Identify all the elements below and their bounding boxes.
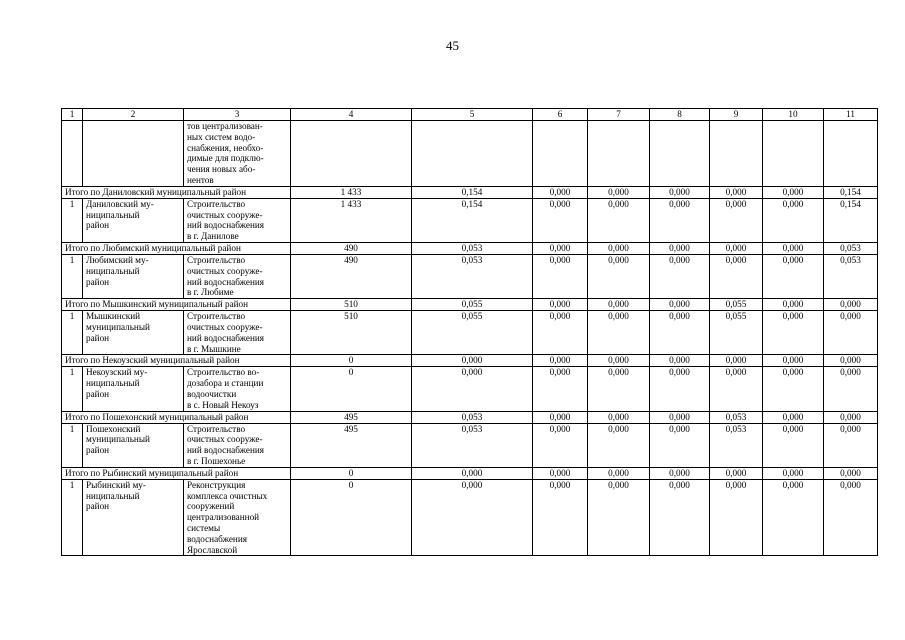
total-value: 0,000 (533, 242, 588, 254)
total-value: 0,000 (533, 186, 588, 198)
value-cell: 0,000 (650, 367, 710, 411)
value-cell: 0,000 (533, 479, 588, 556)
value-cell: 0,000 (588, 254, 650, 298)
budget-table (61, 108, 878, 556)
total-value: 0,000 (650, 242, 710, 254)
cell-line: очистных сооруже- (187, 321, 263, 332)
column-number: 3 (184, 109, 291, 121)
column-number: 9 (710, 109, 763, 121)
total-value: 0,000 (824, 355, 878, 367)
total-label: Итого по Пошехонский муниципальный район (62, 411, 291, 423)
cell-line: димые для подклю- (187, 153, 264, 164)
value-cell: 0,000 (710, 479, 763, 556)
column-number: 10 (763, 109, 824, 121)
value-cell: 0,000 (533, 198, 588, 242)
table-row (62, 479, 878, 556)
cell-line: Даниловский му- (86, 198, 154, 209)
table-row (62, 423, 878, 467)
column-number: 2 (83, 109, 184, 121)
cell-line: в г. Данилове (187, 231, 239, 242)
cell-line: район (86, 332, 110, 343)
value-cell: 0,000 (533, 311, 588, 355)
total-value: 0,055 (710, 299, 763, 311)
table-row (62, 254, 878, 298)
cell-line: в г. Мышкине (187, 343, 241, 354)
row-number: 1 (62, 367, 83, 411)
value-cell: 0 (291, 479, 412, 556)
cell-line: муниципальный (86, 321, 150, 332)
project-cell (184, 198, 291, 242)
total-value: 0,000 (824, 299, 878, 311)
cell-line: водоснабжения (187, 533, 247, 544)
value-cell: 510 (291, 311, 412, 355)
value-cell: 0,000 (763, 254, 824, 298)
total-value: 0,053 (412, 411, 533, 423)
value-cell: 0,000 (588, 479, 650, 556)
total-value: 1 433 (291, 186, 412, 198)
cell-line: системы (187, 522, 221, 533)
table-row (62, 121, 878, 187)
total-label: Итого по Некоузский муниципальный район (62, 355, 291, 367)
total-value: 0,000 (412, 467, 533, 479)
cell-line: Ярославской (187, 544, 238, 555)
table-row (62, 198, 878, 242)
cell-line: Некоузский му- (86, 367, 148, 378)
cell-line: район (86, 220, 110, 231)
total-value: 0,000 (588, 186, 650, 198)
total-row (62, 411, 878, 423)
value-cell (710, 121, 763, 187)
total-value: 0,000 (412, 355, 533, 367)
value-cell: 0,000 (533, 254, 588, 298)
value-cell (533, 121, 588, 187)
total-value: 0,000 (710, 467, 763, 479)
total-value: 0,000 (824, 467, 878, 479)
value-cell: 0,000 (763, 423, 824, 467)
total-row (62, 299, 878, 311)
cell-line: Реконструкция (187, 479, 246, 490)
total-value: 0,154 (412, 186, 533, 198)
total-value: 0,000 (763, 467, 824, 479)
value-cell: 0,000 (650, 198, 710, 242)
total-value: 0,154 (824, 186, 878, 198)
cell-line: в г. Любиме (187, 287, 234, 298)
cell-line: нентов (187, 174, 214, 185)
value-cell: 0,000 (710, 198, 763, 242)
column-number-row (62, 109, 878, 121)
district-cell (83, 254, 184, 298)
cell-line: тов централизован- (187, 121, 263, 131)
cell-line: очистных сооруже- (187, 265, 263, 276)
value-cell: 0,154 (412, 198, 533, 242)
table-body (62, 109, 878, 556)
cell-line: ний водоснабжения (187, 445, 265, 456)
value-cell: 0 (291, 367, 412, 411)
total-value: 0,000 (533, 355, 588, 367)
cell-line: муниципальный (86, 434, 150, 445)
cell-line: Строительство (187, 311, 246, 322)
total-value: 0,000 (763, 186, 824, 198)
total-value: 0,000 (710, 186, 763, 198)
cell-line: чения новых або- (187, 164, 256, 175)
value-cell: 0,053 (412, 254, 533, 298)
total-value: 0 (291, 355, 412, 367)
value-cell: 0,000 (650, 254, 710, 298)
district-cell (83, 198, 184, 242)
total-value: 0 (291, 467, 412, 479)
total-value: 0,053 (710, 411, 763, 423)
row-number: 1 (62, 311, 83, 355)
cell-line: ниципальный (86, 378, 140, 389)
row-number (62, 121, 83, 187)
value-cell: 0,000 (588, 423, 650, 467)
value-cell: 0,000 (824, 367, 878, 411)
total-value: 0,000 (650, 355, 710, 367)
total-label: Итого по Мышкинский муниципальный район (62, 299, 291, 311)
value-cell (824, 121, 878, 187)
row-number: 1 (62, 254, 83, 298)
cell-line: ниципальный (86, 209, 140, 220)
cell-line: очистных сооруже- (187, 434, 263, 445)
cell-line: комплекса очистных (187, 490, 268, 501)
total-value: 0,000 (533, 299, 588, 311)
value-cell (588, 121, 650, 187)
value-cell (763, 121, 824, 187)
value-cell: 0,000 (763, 198, 824, 242)
cell-line: ниципальный (86, 490, 140, 501)
project-cell (184, 311, 291, 355)
value-cell: 1 433 (291, 198, 412, 242)
district-cell (83, 367, 184, 411)
cell-line: сооружений (187, 501, 235, 512)
total-value: 0,000 (650, 186, 710, 198)
project-cell (184, 479, 291, 556)
column-number: 6 (533, 109, 588, 121)
total-value: 0,053 (824, 242, 878, 254)
value-cell (291, 121, 412, 187)
column-number: 8 (650, 109, 710, 121)
cell-line: ниципальный (86, 265, 140, 276)
cell-line: ных систем водо- (187, 131, 256, 142)
cell-line: водоочистки (187, 388, 237, 399)
row-number: 1 (62, 198, 83, 242)
page-number: 45 (446, 38, 459, 53)
value-cell: 0,053 (710, 423, 763, 467)
cell-line: ний водоснабжения (187, 220, 265, 231)
value-cell: 0,000 (650, 423, 710, 467)
total-row (62, 186, 878, 198)
total-value: 0,000 (710, 242, 763, 254)
table-row (62, 367, 878, 411)
total-value: 0,000 (588, 299, 650, 311)
total-value: 0,000 (824, 411, 878, 423)
total-row (62, 467, 878, 479)
total-value: 0,000 (588, 242, 650, 254)
district-cell (83, 121, 184, 187)
column-number: 5 (412, 109, 533, 121)
column-number: 7 (588, 109, 650, 121)
cell-line: район (86, 276, 110, 287)
column-number: 1 (62, 109, 83, 121)
value-cell (650, 121, 710, 187)
value-cell (412, 121, 533, 187)
cell-line: район (86, 445, 110, 456)
table-row (62, 311, 878, 355)
cell-line: Мышкинский (86, 311, 141, 322)
total-value: 0,000 (650, 467, 710, 479)
total-value: 0,000 (763, 411, 824, 423)
total-value: 0,000 (763, 355, 824, 367)
total-label: Итого по Рыбинский муниципальный район (62, 467, 291, 479)
cell-line: ний водоснабжения (187, 276, 265, 287)
project-cell (184, 367, 291, 411)
total-value: 0,000 (588, 355, 650, 367)
value-cell: 0,055 (412, 311, 533, 355)
total-value: 0,000 (533, 467, 588, 479)
district-cell (83, 311, 184, 355)
cell-line: централизованной (187, 512, 260, 523)
cell-line: район (86, 388, 110, 399)
total-value: 0,000 (710, 355, 763, 367)
total-value: 510 (291, 299, 412, 311)
value-cell: 0,055 (710, 311, 763, 355)
cell-line: Строительство во- (187, 367, 260, 378)
total-row (62, 242, 878, 254)
total-value: 0,000 (650, 299, 710, 311)
value-cell: 0,000 (710, 254, 763, 298)
total-value: 0,000 (763, 299, 824, 311)
total-label: Итого по Даниловский муниципальный район (62, 186, 291, 198)
value-cell: 495 (291, 423, 412, 467)
total-value: 0,000 (650, 411, 710, 423)
value-cell: 0,154 (824, 198, 878, 242)
value-cell: 0,000 (412, 367, 533, 411)
total-value: 0,000 (588, 467, 650, 479)
total-value: 0,000 (763, 242, 824, 254)
value-cell: 0,053 (412, 423, 533, 467)
project-cell (184, 121, 291, 187)
value-cell: 0,000 (710, 367, 763, 411)
total-label: Итого по Любимский муниципальный район (62, 242, 291, 254)
total-value: 0,000 (588, 411, 650, 423)
project-cell (184, 423, 291, 467)
project-cell (184, 254, 291, 298)
total-value: 495 (291, 411, 412, 423)
district-cell (83, 479, 184, 556)
cell-line: снабжения, необхо- (187, 142, 264, 153)
cell-line: Рыбинский му- (86, 479, 146, 490)
cell-line: ний водоснабжения (187, 332, 265, 343)
value-cell: 0,053 (824, 254, 878, 298)
value-cell: 0,000 (588, 198, 650, 242)
row-number: 1 (62, 423, 83, 467)
cell-line: дозабора и станции (187, 378, 264, 389)
row-number: 1 (62, 479, 83, 556)
cell-line: в г. Пошехонье (187, 455, 246, 466)
district-cell (83, 423, 184, 467)
column-number: 4 (291, 109, 412, 121)
total-value: 0,000 (533, 411, 588, 423)
cell-line: район (86, 501, 110, 512)
total-value: 0,053 (412, 242, 533, 254)
value-cell: 0,000 (533, 423, 588, 467)
value-cell: 0,000 (824, 479, 878, 556)
value-cell: 0,000 (763, 311, 824, 355)
value-cell: 0,000 (763, 479, 824, 556)
total-value: 0,055 (412, 299, 533, 311)
value-cell: 0,000 (588, 367, 650, 411)
total-row (62, 355, 878, 367)
total-value: 490 (291, 242, 412, 254)
value-cell: 0,000 (650, 311, 710, 355)
cell-line: Любимский му- (86, 254, 149, 265)
value-cell: 0,000 (588, 311, 650, 355)
cell-line: в с. Новый Некоуз (187, 399, 259, 410)
value-cell: 490 (291, 254, 412, 298)
value-cell: 0,000 (763, 367, 824, 411)
column-number: 11 (824, 109, 878, 121)
cell-line: Строительство (187, 423, 246, 434)
cell-line: Строительство (187, 198, 246, 209)
cell-line: очистных сооруже- (187, 209, 263, 220)
value-cell: 0,000 (650, 479, 710, 556)
value-cell: 0,000 (824, 423, 878, 467)
value-cell: 0,000 (412, 479, 533, 556)
cell-line: Пошехонский (86, 423, 141, 434)
value-cell: 0,000 (824, 311, 878, 355)
value-cell: 0,000 (533, 367, 588, 411)
cell-line: Строительство (187, 254, 246, 265)
